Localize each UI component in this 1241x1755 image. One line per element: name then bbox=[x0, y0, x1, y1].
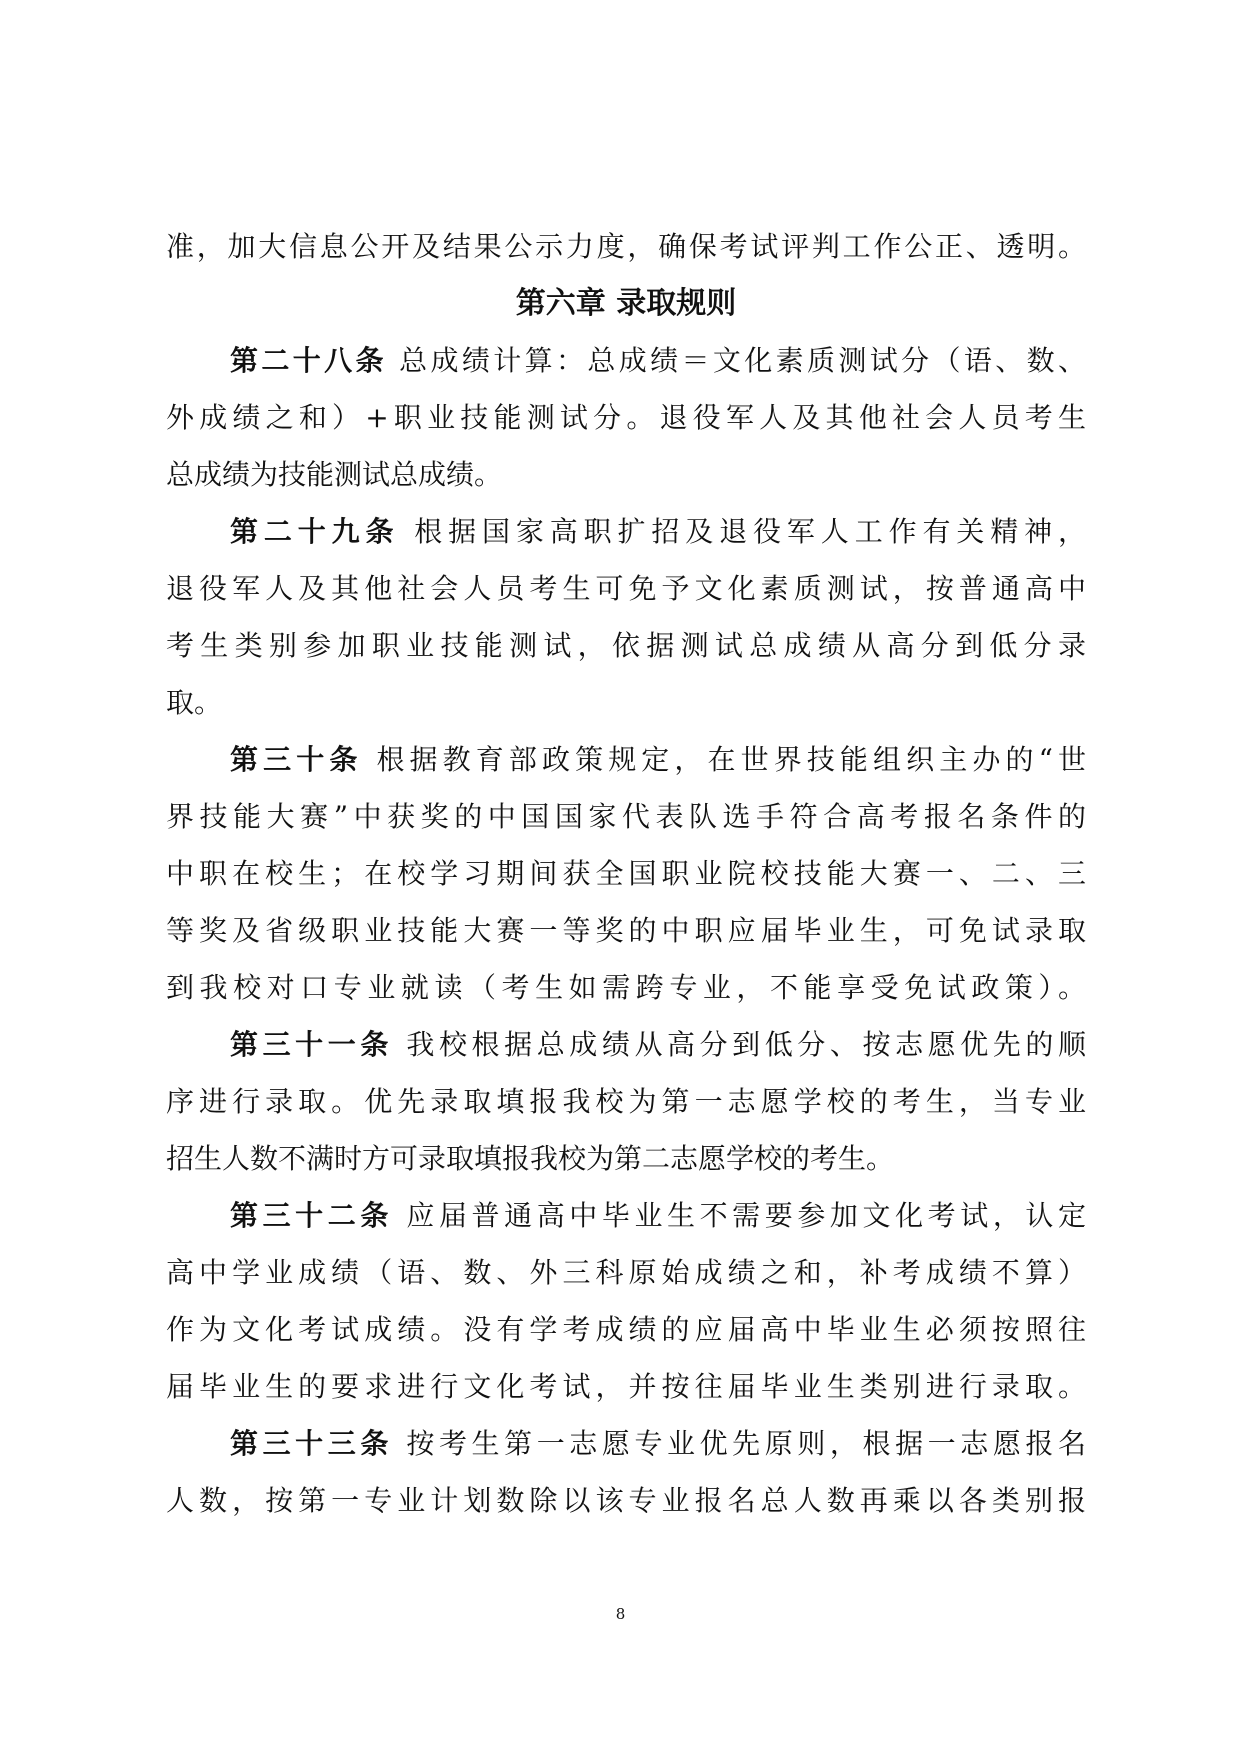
text-line bbox=[166, 912, 1086, 950]
text-line bbox=[166, 1482, 1086, 1520]
article-line bbox=[166, 513, 1086, 551]
article-title: 第三十二条 bbox=[230, 1199, 393, 1232]
text-line bbox=[166, 1368, 1086, 1406]
text-line bbox=[166, 798, 1086, 836]
text-line bbox=[166, 1254, 1086, 1292]
text-line bbox=[166, 1140, 1086, 1178]
page-number: 8 bbox=[615, 1605, 626, 1623]
article-line bbox=[166, 1425, 1086, 1463]
line-text: 根据国家高职扩招及退役军人工作有关精神， bbox=[399, 515, 1086, 548]
line-text: 中职在校生；在校学习期间获全国职业院校技能大赛一、二、三 bbox=[166, 857, 1086, 890]
chapter-heading: 第六章 录取规则 bbox=[515, 286, 737, 321]
text-line bbox=[166, 627, 1086, 665]
article-line bbox=[166, 1197, 1086, 1235]
line-text: 总成绩为技能测试总成绩。 bbox=[166, 458, 503, 491]
article-line bbox=[166, 342, 1086, 380]
text-line bbox=[166, 570, 1086, 608]
text-line bbox=[166, 969, 1086, 1007]
document-body bbox=[166, 228, 1086, 1539]
line-text: 总成绩计算：总成绩＝文化素质测试分（语、数、 bbox=[386, 344, 1086, 377]
text-line bbox=[166, 684, 1086, 722]
line-text: 退役军人及其他社会人员考生可免予文化素质测试，按普通高中 bbox=[166, 572, 1086, 605]
line-text: 取。 bbox=[166, 686, 223, 719]
line-text: 我校根据总成绩从高分到低分、按志愿优先的顺 bbox=[392, 1028, 1086, 1061]
line-text: 序进行录取。优先录取填报我校为第一志愿学校的考生，当专业 bbox=[166, 1085, 1086, 1118]
line-text: 应届普通高中毕业生不需要参加文化考试，认定 bbox=[392, 1199, 1086, 1232]
line-text: 届毕业生的要求进行文化考试，并按往届毕业生类别进行录取。 bbox=[166, 1370, 1086, 1403]
line-text: 到我校对口专业就读（考生如需跨专业，不能享受免试政策）。 bbox=[166, 971, 1086, 1004]
line-text: 高中学业成绩（语、数、外三科原始成绩之和，补考成绩不算） bbox=[166, 1256, 1086, 1289]
text-line bbox=[166, 399, 1086, 437]
article-title: 第三十三条 bbox=[230, 1427, 393, 1460]
text-line bbox=[166, 855, 1086, 893]
article-line bbox=[166, 1026, 1086, 1064]
text-line bbox=[166, 228, 1086, 266]
article-line bbox=[166, 741, 1086, 779]
line-text: 准，加大信息公开及结果公示力度，确保考试评判工作公正、透明。 bbox=[166, 230, 1086, 263]
line-text: 等奖及省级职业技能大赛一等奖的中职应届毕业生，可免试录取 bbox=[166, 914, 1086, 947]
article-title: 第二十九条 bbox=[230, 515, 400, 548]
line-text: 按考生第一志愿专业优先原则，根据一志愿报名 bbox=[392, 1427, 1086, 1460]
line-text: 作为文化考试成绩。没有学考成绩的应届高中毕业生必须按照往 bbox=[166, 1313, 1086, 1346]
article-title: 第二十八条 bbox=[230, 344, 387, 377]
line-text: 人数，按第一专业计划数除以该专业报名总人数再乘以各类别报 bbox=[166, 1484, 1086, 1517]
text-line bbox=[166, 1083, 1086, 1121]
line-text: 招生人数不满时方可录取填报我校为第二志愿学校的考生。 bbox=[166, 1142, 895, 1175]
article-title: 第三十条 bbox=[230, 743, 363, 776]
line-text: 考生类别参加职业技能测试，依据测试总成绩从高分到低分录 bbox=[166, 629, 1086, 662]
line-text: 外成绩之和）+职业技能测试分。退役军人及其他社会人员考生 bbox=[166, 401, 1086, 434]
line-text: 根据教育部政策规定，在世界技能组织主办的“世 bbox=[362, 743, 1086, 776]
article-title: 第三十一条 bbox=[230, 1028, 393, 1061]
text-line bbox=[166, 456, 1086, 494]
line-text: 界技能大赛”中获奖的中国国家代表队选手符合高考报名条件的 bbox=[166, 800, 1086, 833]
text-line bbox=[166, 1311, 1086, 1349]
